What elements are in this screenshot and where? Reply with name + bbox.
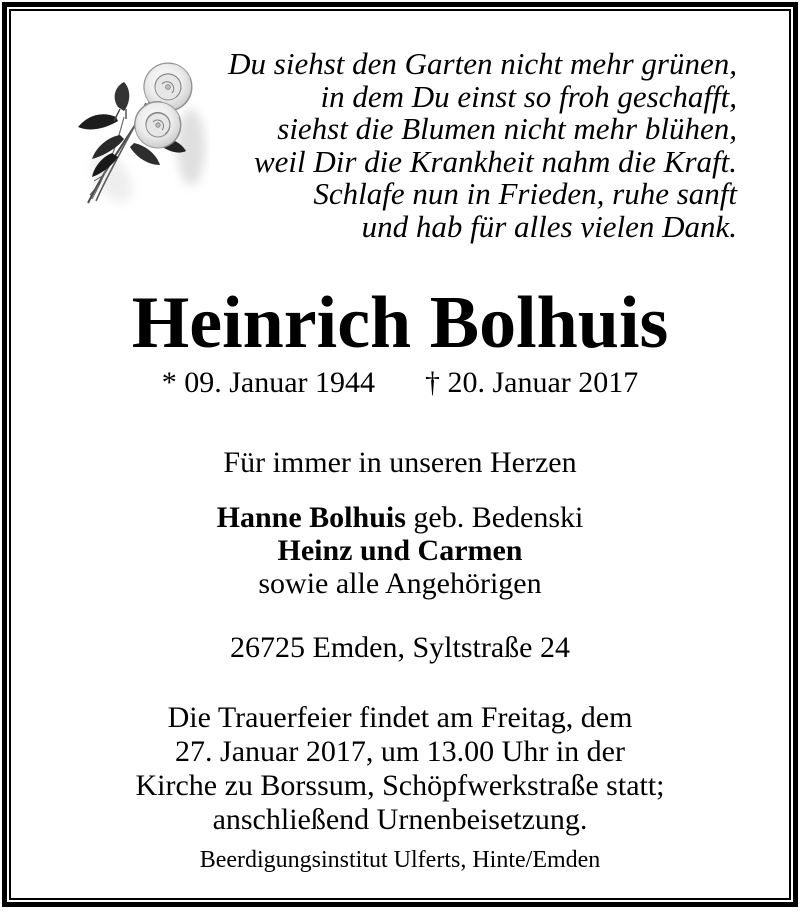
poem-line: weil Dir die Krankheit nahm die Kraft. xyxy=(253,143,737,179)
tribute-line: Für immer in unseren Herzen xyxy=(223,446,577,479)
funeral-detail-line: anschließend Urnenbeisetzung. xyxy=(212,803,588,836)
funeral-details xyxy=(0,701,800,837)
family-line-spouse xyxy=(0,501,800,534)
memorial-poem xyxy=(180,48,737,243)
life-dates xyxy=(0,368,800,398)
poem-line: siehst die Blumen nicht mehr blühen, xyxy=(277,111,737,146)
poem-line: Du siehst den Garten nicht mehr grünen, xyxy=(228,46,737,81)
family-line-children: Heinz und Carmen xyxy=(277,534,523,567)
funeral-home-line: Beerdigungsinstitut Ulferts, Hinte/Emden xyxy=(199,847,601,873)
funeral-detail-line: 27. Januar 2017, um 13.00 Uhr in der xyxy=(175,735,625,768)
family-line-relatives: sowie alle Angehörigen xyxy=(258,567,542,600)
poem-line: Schlafe nun in Frieden, ruhe sanft xyxy=(313,176,737,211)
death-date: † 20. Januar 2017 xyxy=(425,366,639,399)
birth-date: * 09. Januar 1944 xyxy=(161,366,375,399)
poem-line: in dem Du einst so froh geschafft, xyxy=(320,78,737,114)
spouse-maiden-name: geb. Bedenski xyxy=(413,501,584,534)
funeral-detail-line: Die Trauerfeier findet am Freitag, dem xyxy=(167,701,633,734)
deceased-name: Heinrich Bolhuis xyxy=(131,282,669,364)
poem-line: und hab für alles vielen Dank. xyxy=(361,208,737,244)
spouse-name: Hanne Bolhuis xyxy=(216,501,406,534)
family-names xyxy=(0,501,800,600)
address-line: 26725 Emden, Syltstraße 24 xyxy=(230,631,570,664)
funeral-detail-line: Kirche zu Borssum, Schöpfwerkstraße statt; xyxy=(135,769,665,802)
